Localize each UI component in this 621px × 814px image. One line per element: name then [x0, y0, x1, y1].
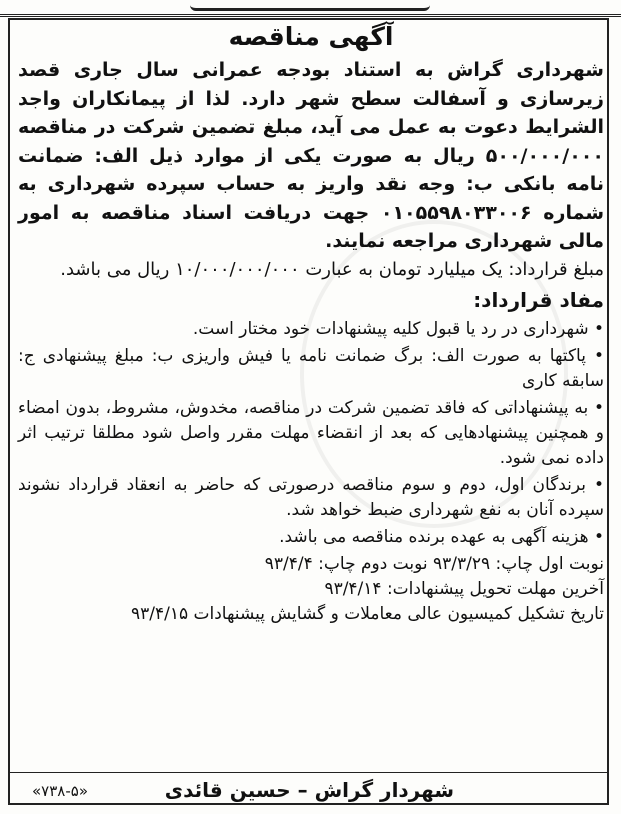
commission-date: تاریخ تشکیل کمیسیون عالی معاملات و گشایش پیشنهادات ۹۳/۴/۱۵: [130, 603, 604, 624]
signature-divider: [8, 772, 609, 773]
clause-item: • به پیشنهاداتی که فاقد تضمین شرکت در مناقصه، مخدوش، مشروط، بدون امضاء و همچنین پیشنهادهایی که بعد از انقضاء مهلت مقرر واصل شود مطلقا ترتیب اثر داده نمی شود.: [18, 397, 604, 468]
clause-item: • هزینه آگهی به عهده برنده مناقصه می باشد.: [279, 526, 604, 547]
print-dates: نوبت اول چاپ: ۹۳/۳/۲۹ نوبت دوم چاپ: ۹۳/۴/۴: [264, 553, 604, 574]
clauses-heading: مفاد قرارداد:: [473, 287, 604, 312]
dates-block: [18, 552, 604, 627]
clause-item: • پاکتها به صورت الف: برگ ضمانت نامه یا فیش واریزی ب: مبلغ پیشنهادی ج: سابقه کاری: [18, 345, 604, 391]
notice-title: آگهی مناقصه: [228, 22, 394, 51]
intro-paragraph: شهرداری گراش به استناد بودجه عمرانی سال جاری قصد زیرسازی و آسفالت سطح شهر دارد. لذا از پیمانکاران واجد الشرایط دعوت به عمل می آید، مبلغ تضمین شرکت در مناقصه ۵۰۰/۰۰۰/۰۰۰ ریال به صورت یکی از موارد ذیل الف: ضمانت نامه بانکی ب: وجه نقد واریز به حساب سپرده شهرداری به شماره ۰۱۰۵۵۹۸۰۳۳۰۰۶ جهت دریافت اسناد مناقصه به امور مالی شهرداری مراجعه نمایند.: [18, 59, 605, 252]
mayor-signature: شهردار گراش – حسین قائدی: [164, 778, 454, 802]
notice-content: [18, 20, 604, 627]
contract-amount: مبلغ قرارداد: یک میلیارد تومان به عبارت ۱۰/۰۰۰/۰۰۰/۰۰۰ ریال می باشد.: [60, 258, 604, 280]
signature-row: [18, 778, 604, 806]
clause-item: • شهرداری در رد یا قبول کلیه پیشنهادات خود مختار است.: [192, 318, 604, 339]
ad-code: «۷۳۸-۵»: [32, 782, 88, 800]
clause-item: • برندگان اول، دوم و سوم مناقصه درصورتی که حاضر به انعقاد قرارداد نشوند سپرده آنان به نفع شهرداری ضبط خواهد شد.: [18, 474, 604, 520]
submission-deadline: آخرین مهلت تحویل پیشنهادات: ۹۳/۴/۱۴: [324, 578, 604, 599]
header-strip-notch: [190, 0, 430, 11]
header-strip: [0, 0, 621, 17]
